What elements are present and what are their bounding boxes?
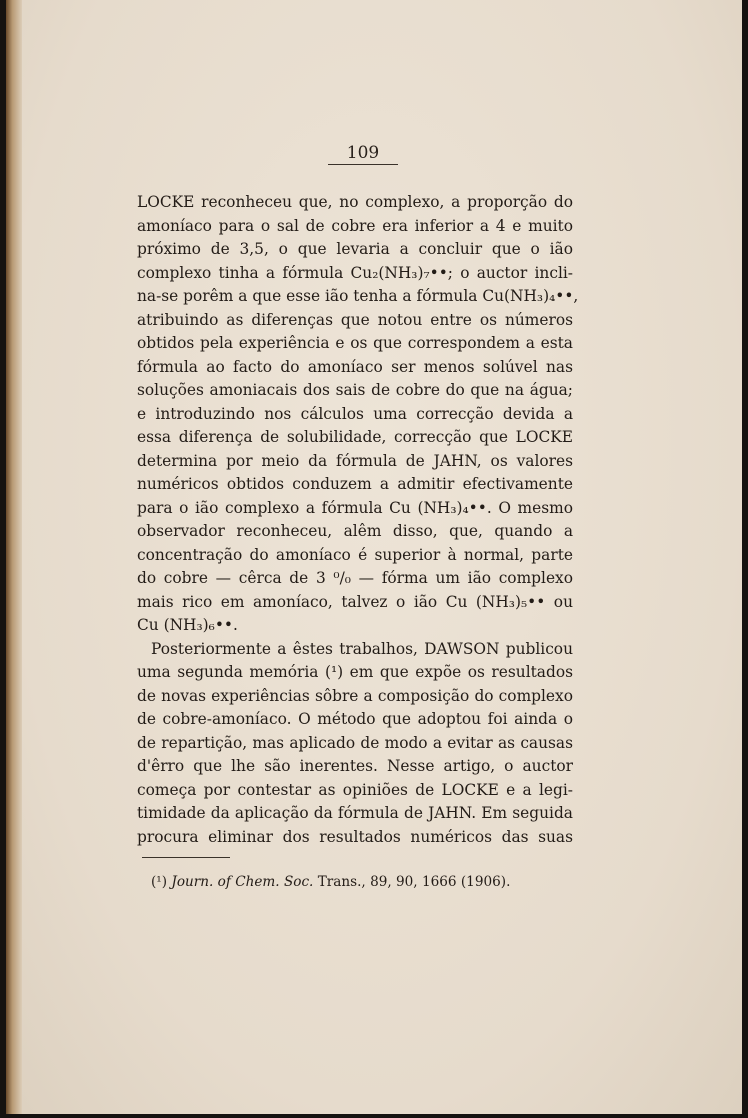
- text-line: essa diferença de solubilidade, correcção que LOCKE: [137, 428, 573, 446]
- text-line: amoníaco para o sal de cobre era inferior a 4 e muito: [137, 216, 573, 235]
- text-line: mais rico em amoníaco, talvez o ião Cu (NH₃)₅•• ou: [137, 592, 573, 611]
- text-line: fórmula ao facto do amoníaco ser menos solúvel nas: [137, 357, 573, 376]
- text-line: para o ião complexo a fórmula Cu (NH₃)₄••. O mesmo: [137, 498, 573, 517]
- footnote-marker: (¹): [151, 874, 168, 890]
- text-line: d'êrro que lhe são inerentes. Nesse artigo, o auctor: [137, 757, 573, 775]
- text-line: obtidos pela experiência e os que correspondem a esta: [137, 334, 573, 352]
- page-number: 109: [346, 143, 380, 163]
- text-line: Posteriormente a êstes trabalhos, DAWSON publicou: [151, 639, 573, 658]
- footnote: [151, 874, 551, 890]
- text-line: do cobre — cêrca de 3 ⁰/₀ — fórma um ião complexo: [137, 569, 573, 587]
- text-line: Cu (NH₃)₆••.: [137, 616, 238, 634]
- body-text: [137, 191, 579, 849]
- text-line: procura eliminar dos resultados numéricos das suas: [137, 827, 573, 846]
- text-line: próximo de 3,5, o que levaria a concluir que o ião: [137, 240, 573, 258]
- text-line: atribuindo as diferenças que notou entre os números: [137, 310, 573, 329]
- text-line: concentração do amoníaco é superior à normal, parte: [137, 545, 573, 564]
- footnote-reference: Trans., 89, 90, 1666 (1906).: [317, 874, 511, 890]
- text-line: e introduzindo nos cálculos uma correcção devida a: [137, 404, 573, 423]
- footnote-rule: [142, 857, 230, 858]
- text-line: determina por meio da fórmula de JAHN, os valores: [137, 451, 573, 470]
- text-line: observador reconheceu, alêm disso, que, quando a: [137, 522, 573, 540]
- footnote-journal: Journ. of Chem. Soc.: [171, 874, 314, 890]
- book-page: [6, 0, 742, 1114]
- text-line: de cobre-amoníaco. O método que adoptou foi ainda o: [137, 710, 573, 728]
- text-line: LOCKE reconheceu que, no complexo, a proporção do: [137, 193, 573, 211]
- page-binding-edge: [6, 0, 22, 1114]
- text-line: uma segunda memória (¹) em que expõe os resultados: [137, 663, 573, 681]
- text-line: de novas experiências sôbre a composição do complexo: [137, 686, 573, 705]
- text-line: timidade da aplicação da fórmula de JAHN. Em seguida: [137, 804, 573, 822]
- header-rule: [328, 164, 398, 165]
- text-line: de repartição, mas aplicado de modo a evitar as causas: [137, 733, 573, 752]
- text-line: complexo tinha a fórmula Cu₂(NH₃)₇••; o auctor incli-: [137, 263, 573, 282]
- text-line: numéricos obtidos conduzem a admitir efectivamente: [137, 475, 573, 493]
- text-line: começa por contestar as opiniões de LOCKE e a legi-: [137, 780, 573, 799]
- text-line: soluções amoniacais dos sais de cobre do que na água;: [137, 381, 573, 399]
- text-line: na-se porêm a que esse ião tenha a fórmula Cu(NH₃)₄••,: [137, 287, 579, 305]
